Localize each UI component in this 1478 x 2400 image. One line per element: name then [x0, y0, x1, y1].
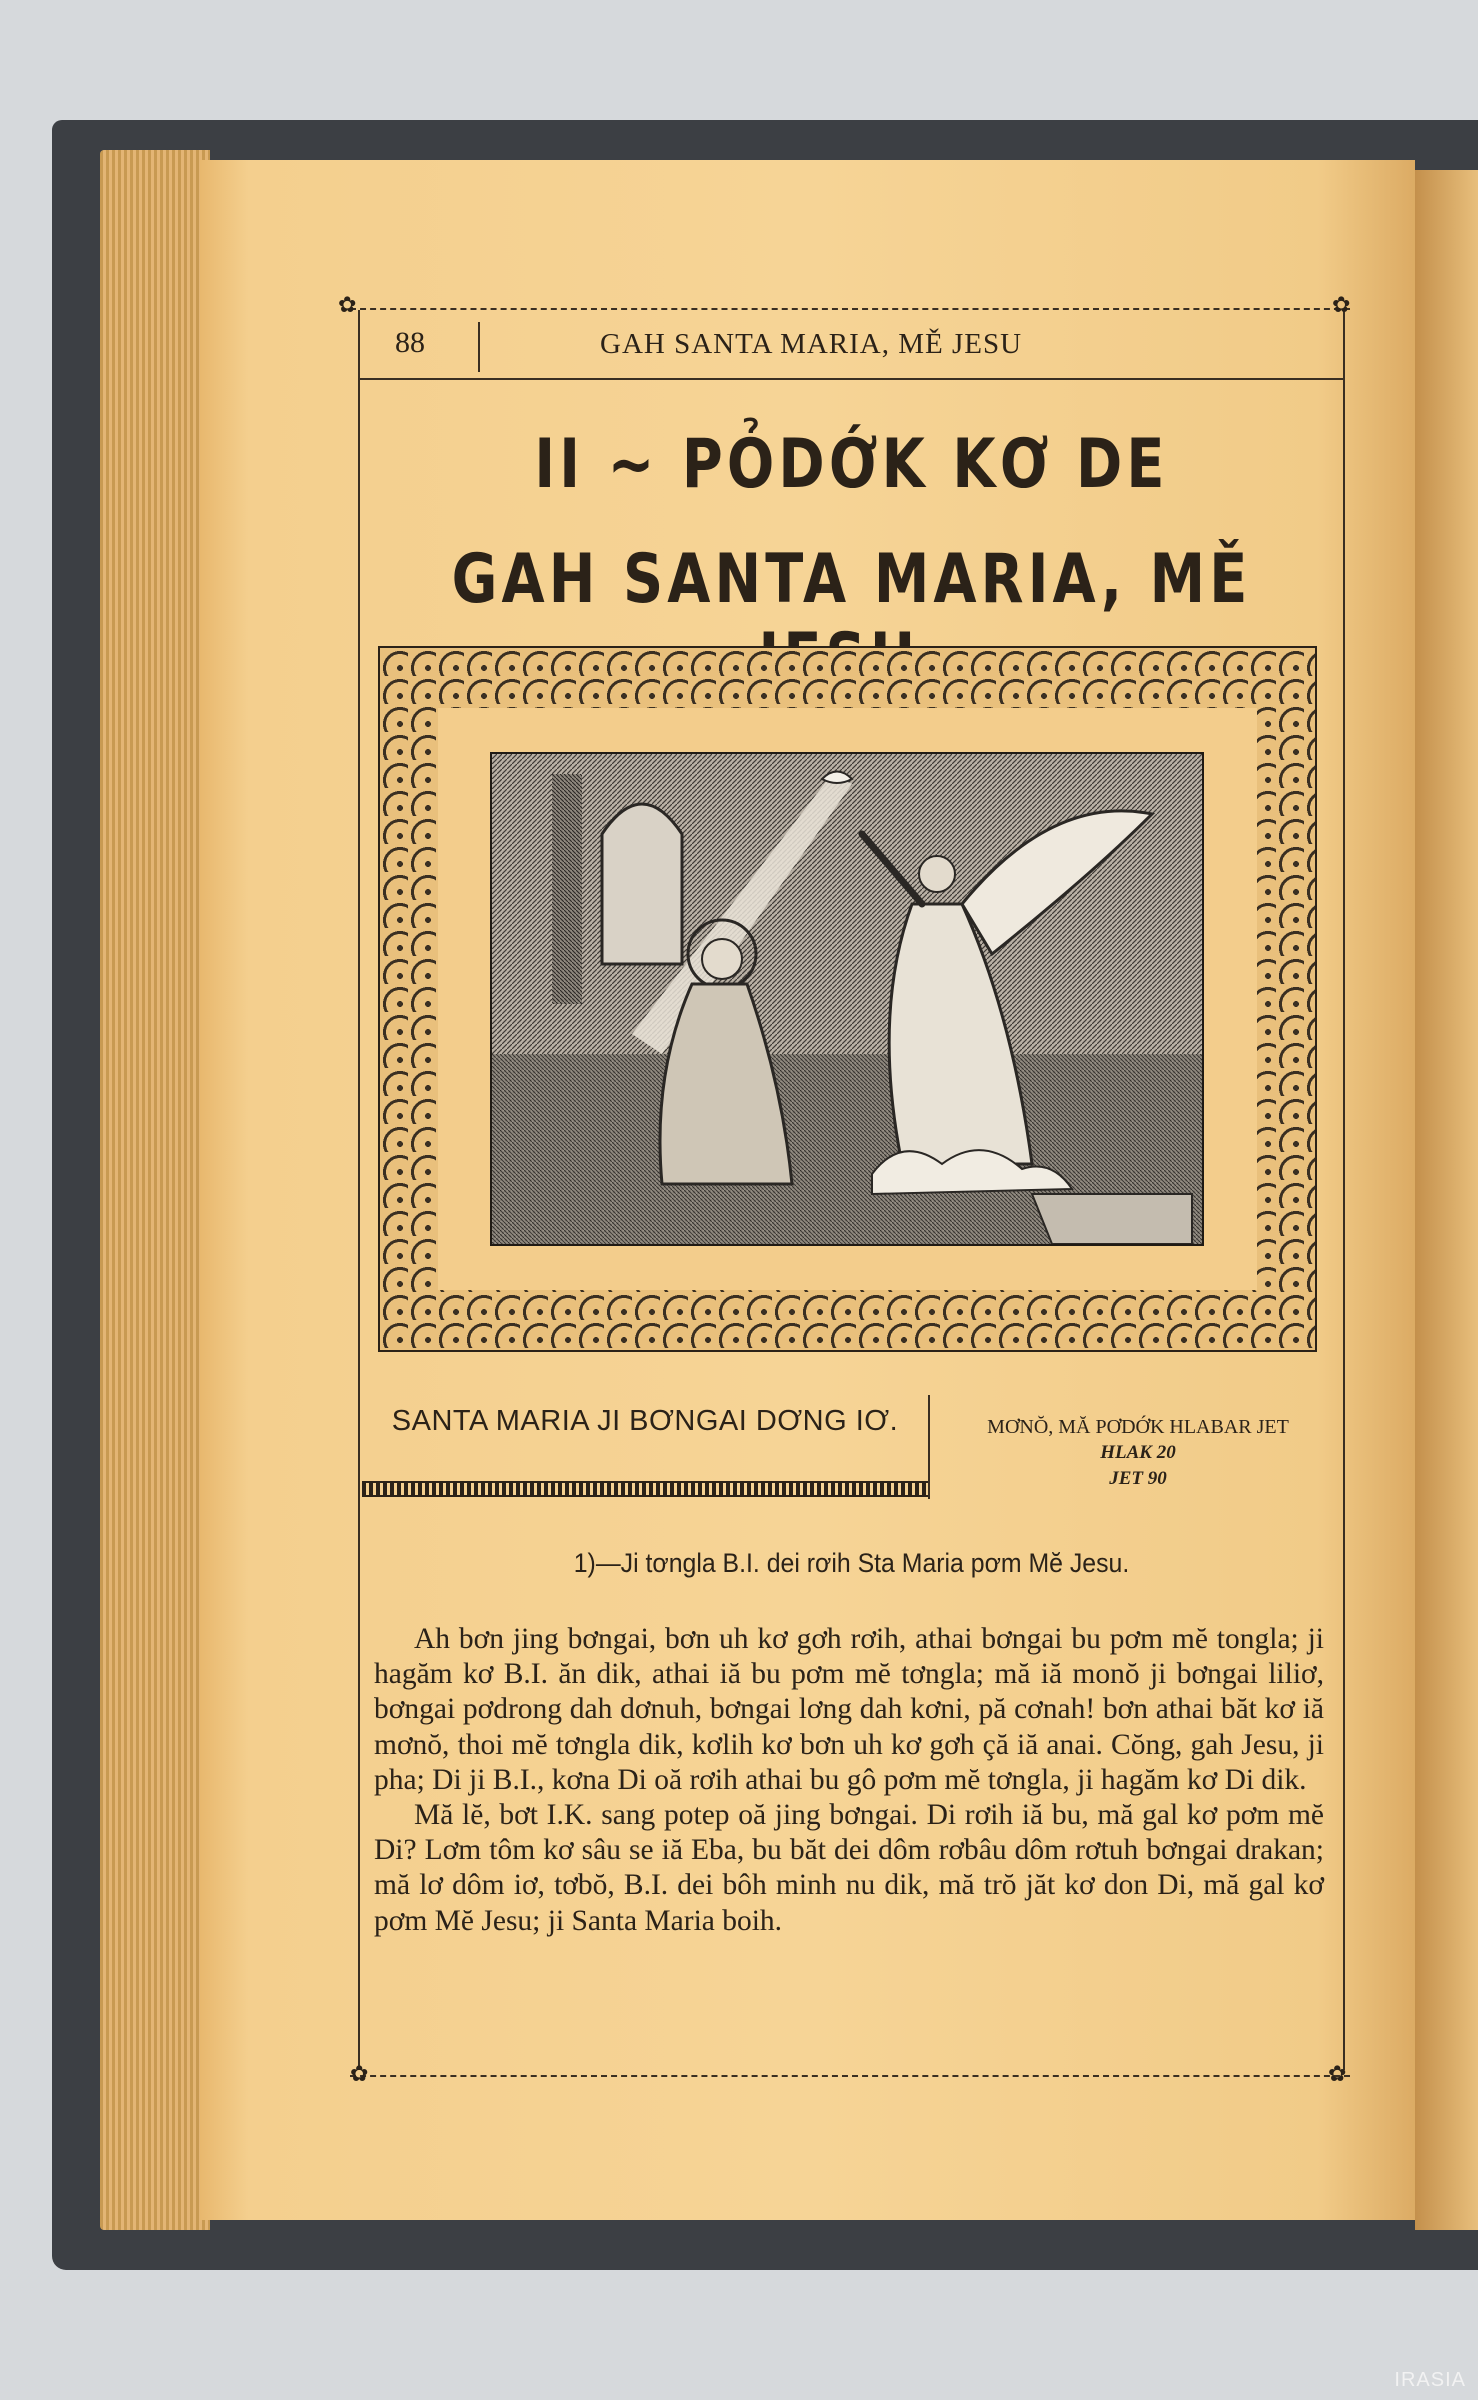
ornamental-rule — [362, 1481, 928, 1497]
tune-line-2: HLAK 20 — [1100, 1442, 1176, 1463]
section-divider — [928, 1395, 930, 1499]
fleuron-icon: ✿ — [338, 292, 357, 317]
header-divider — [478, 322, 480, 372]
chapter-title-line-1: II ~ PỎDỚK KƠ DE — [534, 425, 1169, 504]
running-title: GAH SANTA MARIA, MĚ JESU — [600, 328, 1023, 360]
facing-page-edge — [1415, 170, 1478, 2230]
frame-left-rule — [358, 310, 360, 2070]
subheading: 1)—Ji tơngla B.I. dei rơih Sta Maria pơm Mĕ Jesu. — [573, 1548, 1130, 1578]
frame-bottom-rule — [350, 2075, 1350, 2077]
section-heading: SANTA MARIA JI BƠNGAI DƠNG IƠ. — [391, 1405, 899, 1437]
fleuron-icon: ✿ — [1332, 292, 1351, 317]
paragraph: Mă lĕ, bơt I.K. sang potep oă jing bơngai. Di rơih iă bu, mă gal kơ pơm mĕ Di? Lơm tôm kơ sâu se iă Eba, bu băt dei dôm rơbâu dôm rơtuh bơngai drakan; mă lơ dôm iơ, tơbŏ, B.I. dei bôh minh nu dik, mă trŏ jăt kơ don Di, mă gal kơ pơm Mĕ Jesu; ji Santa Maria boih. — [374, 1799, 1324, 1937]
page-edges — [100, 150, 210, 2230]
tune-line-3: JET 90 — [1109, 1468, 1167, 1489]
annunciation-engraving — [490, 752, 1204, 1246]
frame-top-rule — [350, 308, 1350, 310]
page-number: 88 — [395, 326, 425, 359]
watermark: IRASIA — [1394, 2369, 1466, 2391]
chapter-title-line-2: GAH SANTA MARIA, MĚ — [451, 540, 1252, 619]
section-heading-box — [362, 1395, 928, 1499]
tune-note — [938, 1414, 1338, 1492]
fleuron-icon: ✿ — [350, 2061, 369, 2086]
fleuron-icon: ✿ — [1328, 2061, 1347, 2086]
paragraph: Ah bơn jing bơngai, bơn uh kơ gơh rơih, athai bơngai bu pơm mĕ tongla; ji hagăm kơ B.I. ăn dik, athai iă bu pơm mĕ tơngla; mă iă monŏ ji bơngai liliơ, bơngai pơdrong dah dơnuh, bơngai lơng dah kơni, pă cơnah! bơn athai băt kơ iă mơnŏ, thoi mĕ tơngla dik, kơlih kơ bơn uh kơ gơh çă iă anai. Cŏng, gah Jesu, ji pha; Di ji B.I., kơna Di oă rơih athai bu gô pơm mĕ tơngla, ji hagăm kơ Di dik. — [374, 1623, 1324, 1796]
frame-right-rule — [1343, 310, 1345, 2070]
body-text — [374, 1622, 1324, 1939]
header-rule — [360, 378, 1343, 380]
tune-line-1: MƠNŎ, MĂ PƠDỚK HLABAR JET — [987, 1416, 1289, 1438]
